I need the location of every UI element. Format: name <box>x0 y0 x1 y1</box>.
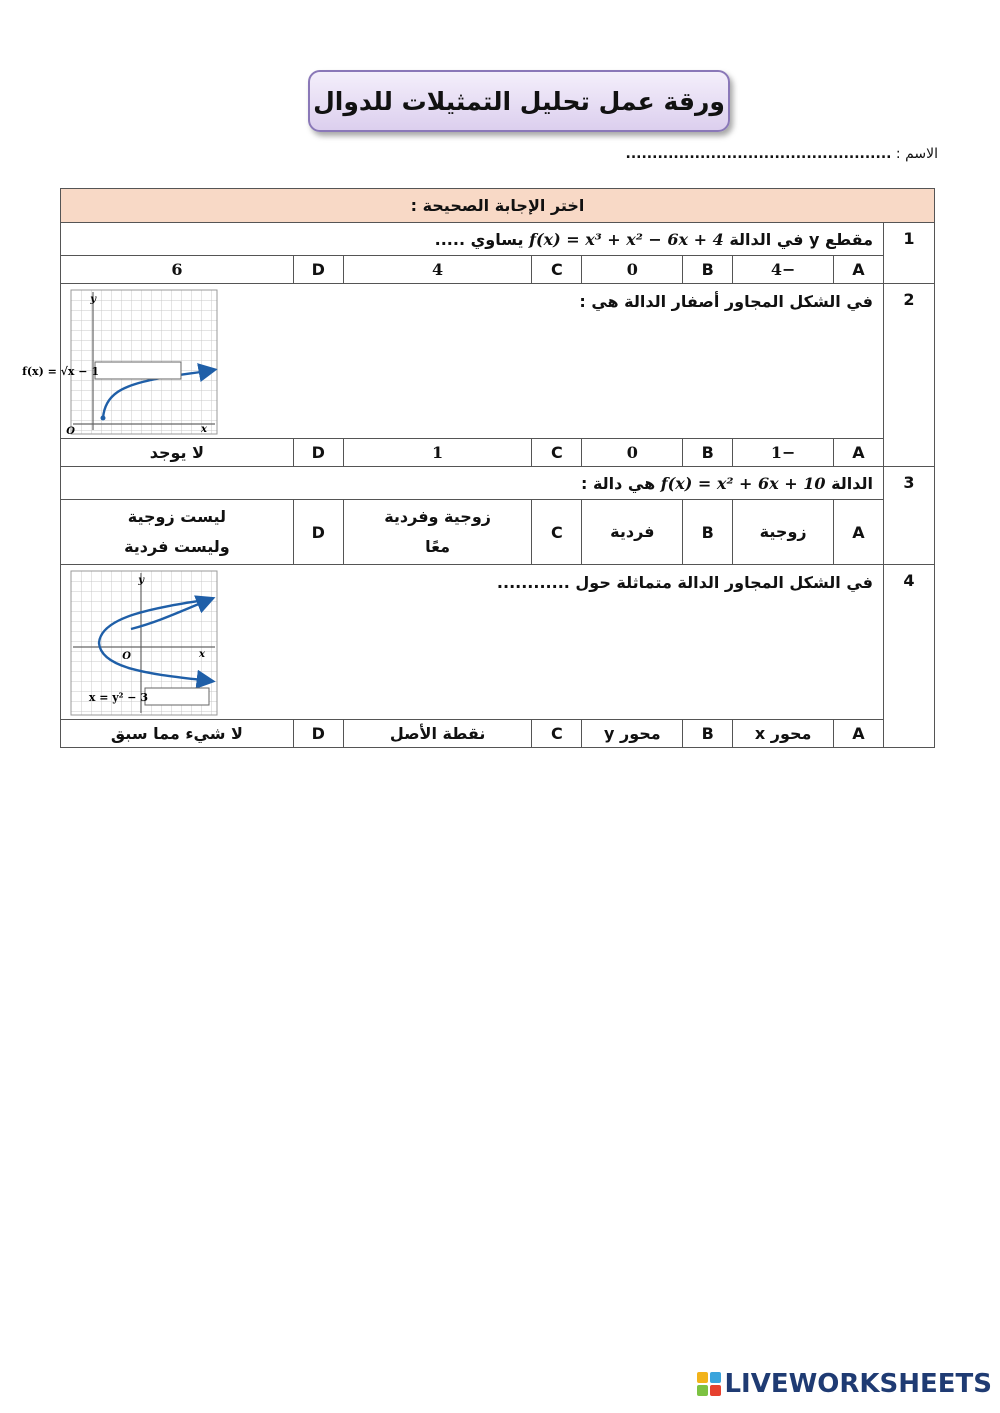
option-letter-a: A <box>834 500 884 565</box>
name-field[interactable] <box>626 146 938 162</box>
instruction-text: اختر الإجابة الصحيحة : <box>61 189 935 223</box>
name-dots: .................................................. <box>625 146 892 162</box>
question-2-body <box>22 284 884 439</box>
option-a[interactable]: −1 <box>733 439 834 467</box>
option-letter-c: C <box>532 256 582 284</box>
worksheet-title: ورقة عمل تحليل التمثيلات للدوال <box>308 70 730 132</box>
question-1-row <box>61 223 935 256</box>
question-3-text <box>61 467 884 500</box>
origin-label: O <box>66 426 75 437</box>
option-letter-d: D <box>293 500 343 565</box>
question-2-row <box>61 284 935 439</box>
question-1-options <box>61 256 935 284</box>
option-d[interactable]: 6 <box>61 256 294 284</box>
option-a[interactable]: محور x <box>733 720 834 748</box>
option-c[interactable]: 1 <box>343 439 532 467</box>
logo-mark-icon <box>697 1372 721 1396</box>
question-4-text: في الشكل المجاور الدالة متماثلة حول ............ <box>496 573 873 592</box>
option-b[interactable]: 0 <box>582 256 683 284</box>
option-letter-d: D <box>293 720 343 748</box>
option-b[interactable]: 0 <box>582 439 683 467</box>
option-letter-d: D <box>293 256 343 284</box>
option-a[interactable]: زوجية <box>733 500 834 565</box>
option-d-line1: ليست زوجية <box>127 507 227 526</box>
function-label: f(x) = √x − 1 <box>22 365 99 378</box>
instruction-row <box>61 189 935 223</box>
question-text-part: مقطع y في الدالة <box>729 229 873 249</box>
option-letter-b: B <box>683 720 733 748</box>
option-letter-b: B <box>683 439 733 467</box>
question-1-text <box>61 223 884 256</box>
question-text-part: يساوي ..... <box>434 229 524 249</box>
question-formula: f(x) = x² + 6x + 10 <box>660 473 826 493</box>
question-4-body <box>61 565 884 720</box>
option-c[interactable]: 4 <box>343 256 532 284</box>
logo-text: LIVEWORKSHEETS <box>724 1369 992 1399</box>
option-letter-c: C <box>532 720 582 748</box>
option-letter-b: B <box>683 256 733 284</box>
function-label: x = y² − 3 <box>88 691 148 704</box>
question-number: 2 <box>884 284 935 467</box>
question-text-part: الدالة <box>831 473 873 493</box>
x-axis-label: x <box>201 424 207 435</box>
question-3-options <box>61 500 935 565</box>
option-letter-d: D <box>293 439 343 467</box>
function-label-box <box>145 688 209 705</box>
option-letter-b: B <box>683 500 733 565</box>
option-d-line2: وليست فردية <box>124 537 230 556</box>
quiz-table <box>22 188 935 748</box>
curve-start-point <box>101 416 106 421</box>
question-2-text: في الشكل المجاور أصفار الدالة هي : <box>579 292 873 311</box>
option-c[interactable] <box>343 500 532 565</box>
option-letter-c: C <box>532 500 582 565</box>
function-label-box <box>95 362 181 379</box>
origin-label: O <box>122 651 131 662</box>
sqrt-graph-figure <box>22 290 219 437</box>
liveworksheets-logo <box>697 1369 992 1399</box>
option-letter-a: A <box>834 439 884 467</box>
option-c[interactable]: نقطة الأصل <box>343 720 532 748</box>
option-d[interactable] <box>61 500 294 565</box>
option-a[interactable]: −4 <box>733 256 834 284</box>
y-axis-label: y <box>90 294 96 305</box>
y-axis-label: y <box>138 575 144 586</box>
parabola-graph-figure <box>71 571 219 717</box>
question-number: 4 <box>884 565 935 748</box>
question-formula: f(x) = x³ + x² − 6x + 4 <box>529 229 724 249</box>
question-number: 1 <box>884 223 935 284</box>
option-letter-c: C <box>532 439 582 467</box>
question-number: 3 <box>884 467 935 565</box>
option-c-line1: زوجية وفردية <box>384 507 491 526</box>
x-axis-label: x <box>199 649 205 660</box>
question-3-row <box>61 467 935 500</box>
option-d[interactable]: لا شيء مما سبق <box>61 720 294 748</box>
option-b[interactable]: محور y <box>582 720 683 748</box>
question-text-part: هي دالة : <box>580 473 656 493</box>
option-d[interactable]: لا يوجد <box>61 439 294 467</box>
question-4-row <box>61 565 935 720</box>
question-4-options <box>61 720 935 748</box>
option-letter-a: A <box>834 720 884 748</box>
option-c-line2: معًا <box>425 537 451 556</box>
option-b[interactable]: فردية <box>582 500 683 565</box>
name-label: الاسم : <box>895 146 938 162</box>
option-letter-a: A <box>834 256 884 284</box>
question-2-options <box>61 439 935 467</box>
